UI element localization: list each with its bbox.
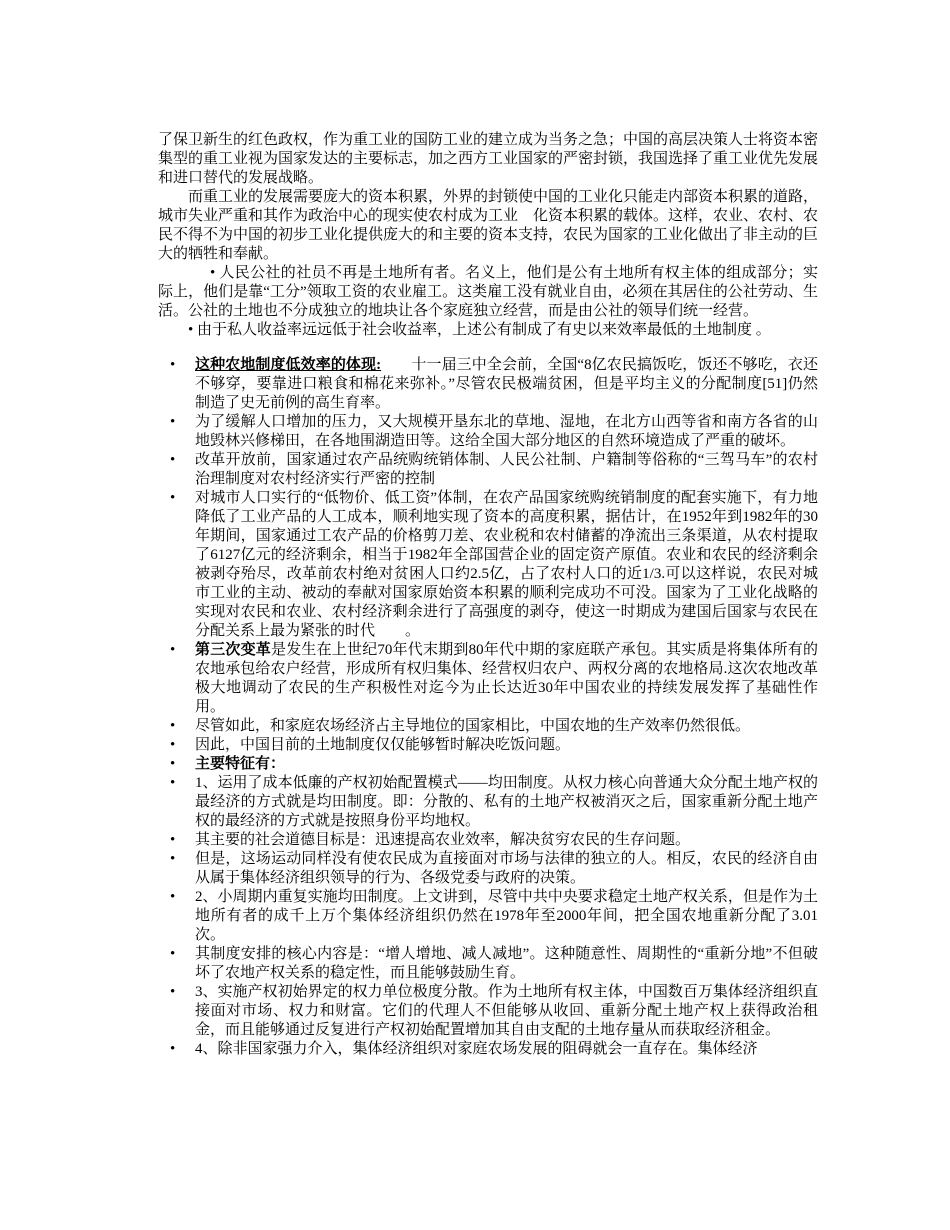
bullet-icon: •: [170, 756, 176, 772]
bullet-text: 尽管如此，和家庭农场经济占主导地位的国家相比，中国农地的生产效率仍然很低。: [195, 718, 751, 734]
list-item: [158, 717, 818, 736]
paragraph-2: 而重工业的发展需要庞大的资本积累，外界的封锁使中国的工业化只能走内部资本积累的道路，城市失业严重和其作为政治中心的现实使农村成为工业 化资本积累的载体。这样，农业、农村、农民不得不为中国的初步工业化提供庞大的和主要的资本支持，农民为国家的工业化做出了非主动的巨大的牺牲和奉献。: [158, 189, 819, 262]
bullet-icon: •: [170, 642, 176, 658]
bullet-icon: •: [170, 452, 176, 468]
list-item: [158, 413, 818, 451]
bullet-heading: 这种农地制度低效率的体现:: [195, 357, 382, 373]
list-item: [158, 888, 818, 945]
list-item: [158, 945, 818, 983]
list-item: [158, 356, 818, 413]
bullet-icon: •: [170, 1041, 176, 1057]
list-item: [158, 755, 818, 774]
bullet-text: 对城市人口实行的“低物价、低工资”体制，在农产品国家统购统销制度的配套实施下，有力地降低了工业产品的人工成本，顺利地实现了资本的高度积累，据估计，在1952年到1982年的30年期间，国家通过工农产品的价格剪刀差、农业税和农村储蓄的净流出三条渠道，从农村提取了6127亿元的经济剩余，相当于1982年全部国营企业的固定资产原值。农业和农民的经济剩余被剥夺殆尽，改革前农村绝对贫困人口约2.5亿，占了农村人口的近1/3.可以这样说，农民对城市工业的主动、被动的奉献对国家原始资本积累的顺利完成功不可没。国家为了工业化战略的实现对农民和农业、农村经济剩余进行了高强度的剥夺，使这一时期成为建国后国家与农民在分配关系上最为紧张的时代 。: [195, 490, 818, 639]
bullet-text: 是发生在上世纪70年代末期到80年代中期的家庭联产承包。其实质是将集体所有的农地承包给农户经营，形成所有权归集体、经营权归农户、两权分离的农地格局.这次农地改革极大地调动了农民的生产积极性对迄今为止长达近30年中国农业的持续发展发挥了基础性作用。: [195, 642, 818, 715]
list-item: [158, 489, 818, 641]
bullet-text: 1、运用了成本低廉的产权初始配置模式——均田制度。从权力核心向普通大众分配土地产权的最经济的方式就是均田制度。即：分散的、私有的土地产权被消灭之后，国家重新分配土地产权的最经济的方式就是按照身份平均地权。: [195, 775, 818, 829]
bullet-text: 3、实施产权初始界定的权力单位极度分散。作为土地所有权主体，中国数百万集体经济组织直接面对市场、权力和财富。它们的代理人不但能够从收回、重新分配土地产权上获得政治租金，而且能够通过反复进行产权初始配置增加其自由支配的土地存量从而获取经济租金。: [195, 984, 818, 1038]
bullet-text: 2、小周期内重复实施均田制度。上文讲到，尽管中共中央要求稳定土地产权关系，但是作为土地所有者的成千上万个集体经济组织仍然在1978年至2000年间，把全国农地重新分配了3.01次。: [195, 889, 818, 943]
list-item: [158, 451, 818, 489]
bullet-text: 十一届三中全会前，全国“8亿农民搞饭吃，饭还不够吃，衣还不够穿，要靠进口粮食和棉花来弥补。”尽管农民极端贫困，但是平均主义的分配制度[51]仍然制造了史无前例的高生育率。: [195, 357, 818, 411]
bullet-icon: •: [170, 414, 176, 430]
bullet-text: 改革开放前，国家通过农产品统购统销体制、人民公社制、户籍制等俗称的“三驾马车”的农村治理制度对农村经济实行严密的控制: [195, 452, 818, 487]
bullet-heading: 主要特征有：: [195, 756, 286, 772]
bullet-icon: •: [170, 718, 176, 734]
list-item: [158, 736, 818, 755]
paragraph-1: 了保卫新生的红色政权，作为重工业的国防工业的建立成为当务之急；中国的高层决策人士将资本密集型的重工业视为国家发达的主要标志，加之西方工业国家的严密封锁，我国选择了重工业优先发展和进口替代的发展战略。: [158, 132, 819, 186]
dot-item-2: • 由于私人收益率远远低于社会收益率，上述公有制成了有史以来效率最低的土地制度 。: [188, 322, 771, 338]
list-item: [158, 774, 818, 831]
spacer: [158, 340, 818, 356]
bullet-icon: •: [170, 851, 176, 867]
bullet-icon: •: [170, 984, 176, 1000]
bullet-icon: •: [170, 490, 176, 506]
bullet-list: [158, 356, 818, 1059]
dot-item-1: • 人民公社的社员不再是土地所有者。名义上，他们是公有土地所有权主体的组成部分；实际上，他们是靠“工分”领取工资的农业雇工。这类雇工没有就业自由，必须在其居住的公社劳动、生活。公社的土地也不分成独立的地块让各个家庭独立经营，而是由公社的领导们统一经营。: [158, 265, 818, 319]
list-item: [158, 850, 818, 888]
bullet-text: 但是，这场运动同样没有使农民成为直接面对市场与法律的独立的人。相反，农民的经济自由从属于集体经济组织领导的行为、各级党委与政府的决策。: [195, 851, 818, 886]
bullet-heading: 第三次变革: [195, 642, 271, 658]
bullet-icon: •: [170, 889, 176, 905]
bullet-text: 因此，中国目前的土地制度仅仅能够暂时解决吃饭问题。: [195, 737, 571, 753]
document-page: [158, 131, 818, 1059]
bullet-icon: •: [170, 946, 176, 962]
bullet-text: 其制度安排的核心内容是：“增人增地、减人减地”。这种随意性、周期性的“重新分地”不但破坏了农地产权关系的稳定性，而且能够鼓励生育。: [195, 946, 818, 981]
bullet-icon: •: [170, 357, 176, 373]
bullet-text: 4、除非国家强力介入，集体经济组织对家庭农场发展的阻碍就会一直存在。集体经济: [195, 1041, 758, 1057]
bullet-icon: •: [170, 775, 176, 791]
list-item: [158, 1040, 818, 1059]
list-item: [158, 641, 818, 717]
bullet-icon: •: [170, 832, 176, 848]
bullet-text: 为了缓解人口增加的压力，又大规模开垦东北的草地、湿地，在北方山西等省和南方各省的山地毁林兴修梯田，在各地围湖造田等。这给全国大部分地区的自然环境造成了严重的破坏。: [195, 414, 818, 449]
bullet-icon: •: [170, 737, 176, 753]
bullet-text: 其主要的社会道德目标是：迅速提高农业效率，解决贫穷农民的生存问题。: [195, 832, 691, 848]
list-item: [158, 983, 818, 1040]
list-item: [158, 831, 818, 850]
